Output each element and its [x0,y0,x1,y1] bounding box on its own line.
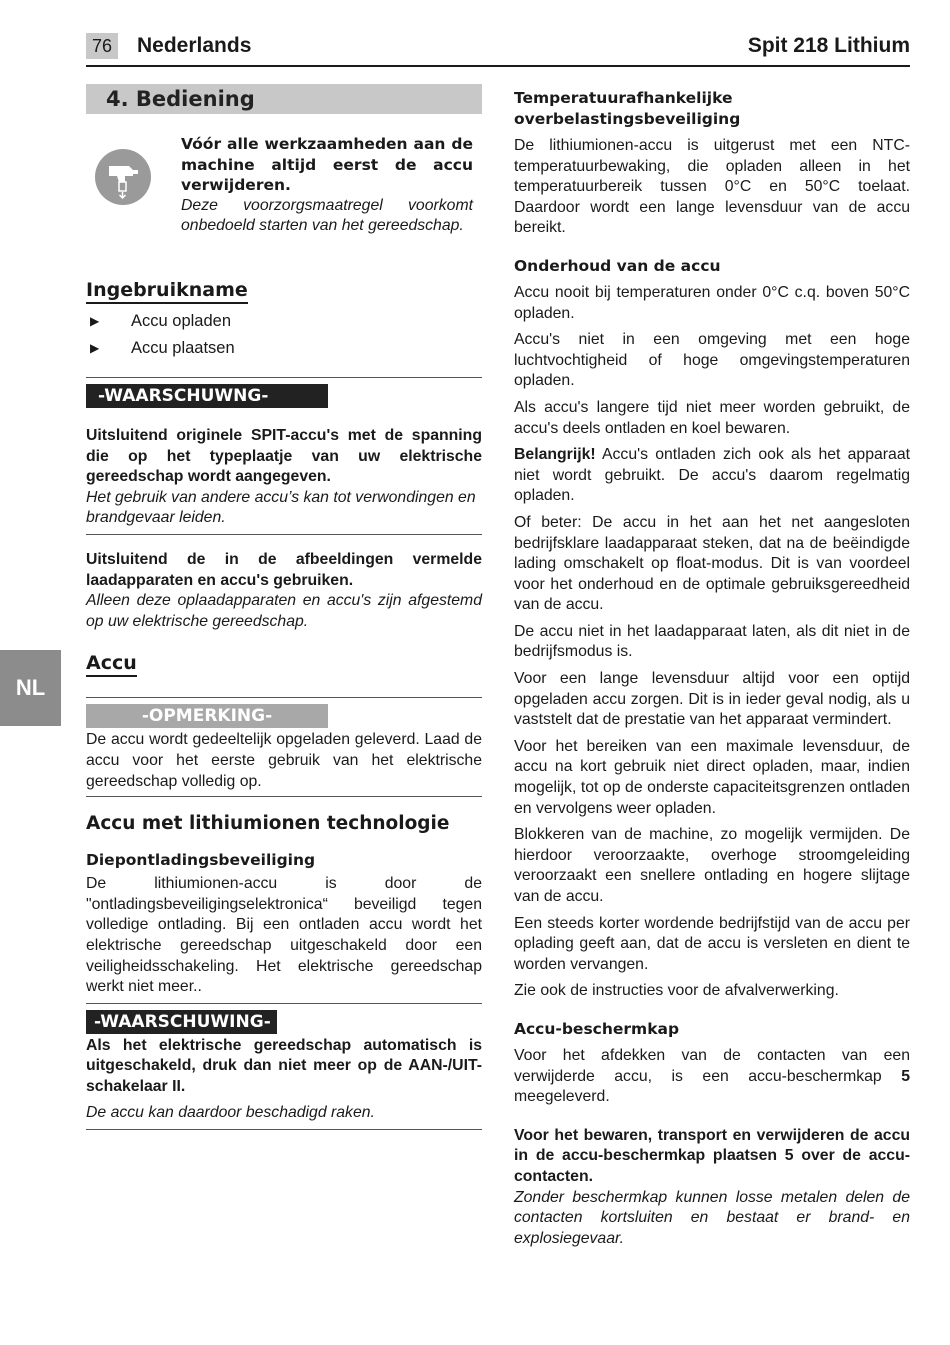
intro-note: Deze voorzorgsmaatregel voorkomt onbedoeld starten van het gereedschap. [181,196,473,235]
list-item [86,335,482,362]
triangle-right-icon: ▶ [90,341,100,355]
warning-label: -WAARSCHUWNG- [86,384,328,408]
emphasis: Belangrijk! [514,446,596,464]
part-number: 5 [901,1067,910,1085]
right-column [514,88,910,1249]
note-label: -OPMERKING- [86,704,328,728]
note-text: De accu wordt gedeeltelijk opgeladen geleverd. Laad de accu voor het eerste gebruik van het elektrische gereedschap volledig op. [86,731,482,790]
intro-warning: Vóór alle werkzaamheden aan de machine altijd eerst de accu verwijderen. [181,135,473,195]
section-title: 4. Bediening [86,84,482,114]
paragraph: Een steeds korter wordende bedrijfstijd van de accu per oplading geeft aan, dat de accu is versleten en dient te worden vervangen. [514,914,910,973]
paragraph: Voor het bereiken van een maximale levensduur, de accu na kort gebruik niet direct opladen, maar, indien mogelijk, tot op de onderste capaciteitsgrenzen ontladen en vervolgens weer opladen. [514,737,910,817]
paragraph: Blokkeren van de machine, zo mogelijk vermijden. De hierdoor veroorzaakte, overhoge stroomgeleiding veroorzaakt een snellere ontlading en hogere slijtage van de accu. [514,826,910,905]
page-number: 76 [86,33,118,59]
list-item-label: Accu opladen [131,312,231,330]
paragraph: Voor een lange levensduur altijd voor een optijd opgeladen accu zorgen. Dit is in ieder geval nodig, als u vaststelt dat de prestatie van het apparaat vermindert. [514,670,910,729]
paragraph: Als accu's langere tijd niet meer worden gebruikt, de accu's deels ontladen en koel bewaren. [514,398,910,437]
paragraph-text: Accu's ontladen zich ook als het apparaat niet wordt gebruikt. De accu's daarom regelmatig opladen. [514,446,910,505]
left-column [86,84,482,1130]
page-header [86,31,910,67]
list-item-label: Accu plaatsen [131,339,235,357]
lithium-heading: Accu met lithiumionen technologie [86,813,450,835]
warning-text: Als het elektrische gereedschap automatisch is uitgeschakeld, druk dan niet meer op de AAN-/UIT-schakelaar II. [86,1036,482,1095]
warning-note: Het gebruik van andere accu’s kan tot verwondingen en brandgevaar leiden. [86,488,476,527]
language-side-tab: NL [0,650,61,726]
temp-heading: Temperatuurafhankelijke overbelastingsbeveiliging [514,89,741,128]
paragraph: Of beter: De accu in het aan het net aangesloten bedrijfsklare laadapparaat steken, dat na de beëindigde lading omschakelt op float-modus. Dit is van voordeel voor het onderhoud en de optimale gebruiksgereedheid van de accu. [514,513,910,614]
onderhoud-heading: Onderhoud van de accu [514,256,721,275]
kap-heading: Accu-beschermkap [514,1019,680,1038]
paragraph-text: Voor het afdekken van de contacten van een verwijderde accu, is een accu-beschermkap [514,1046,910,1085]
paragraph-text: meegeleverd. [514,1088,610,1106]
paragraph: Accu's niet in een omgeving met een hoge luchtvochtigheid of hoge omgevingstemperaturen opladen. [514,331,910,390]
paragraph: Zie ook de instructies voor de afvalverwerking. [514,982,839,1000]
product-title: Spit 218 Lithium [747,34,910,57]
ingebruikname-heading: Ingebruikname [86,279,248,304]
bullet-list [86,308,482,362]
accu-heading: Accu [86,652,137,677]
warning-text: Uitsluitend originele SPIT-accu's met de spanning die op het typeplaatje van uw elektrische gereedschap wordt aangegeven. [86,427,482,486]
kap-text [514,1046,910,1108]
warning-label: -WAARSCHUWING- [86,1010,277,1034]
paragraph: Accu nooit bij temperaturen onder 0°C c.q. boven 50°C opladen. [514,283,910,322]
paragraph [514,445,910,507]
language-label: Nederlands [137,34,252,57]
warning-note: De accu kan daardoor beschadigd raken. [86,1104,375,1122]
drill-battery-remove-icon [95,149,151,205]
warning-text: Uitsluitend de in de afbeeldingen vermelde laadapparaten en accu's gebruiken. [86,550,482,589]
diep-heading: Diepontladingsbeveiliging [86,851,316,870]
diep-text: De lithiumionen-accu is door de "ontladingsbeveiligingselektronica“ beveiligd tegen volledige ontlading. Bij een ontladen accu wordt het elektrische gereedschap uitgeschakeld door een veiligheidsschakeling. Het elektrische gereedschap werkt niet meer.. [86,875,482,996]
temp-text: De lithiumionen-accu is uitgerust met een NTC-temperatuurbewaking, die opladen alleen in het temperatuurbereik tussen 0°C en 50°C toelaat. Daardoor wordt een lange levensduur van de accu bereikt. [514,137,910,237]
intro-block [86,134,482,262]
kap-warning: Voor het bewaren, transport en verwijderen de accu in de accu-beschermkap plaatsen 5 over de accu-contacten. [514,1126,910,1185]
triangle-right-icon: ▶ [90,314,100,328]
list-item [86,308,482,335]
kap-note: Zonder beschermkap kunnen losse metalen delen de contacten kortsluiten en bestaat er brand- en explosiegevaar. [514,1188,910,1247]
paragraph: De accu niet in het laadapparaat laten, als dit niet in de bedrijfsmodus is. [514,622,910,661]
warning-note: Alleen deze oplaadapparaten en accu's zijn afgestemd op uw elektrische gereedschap. [86,592,482,630]
